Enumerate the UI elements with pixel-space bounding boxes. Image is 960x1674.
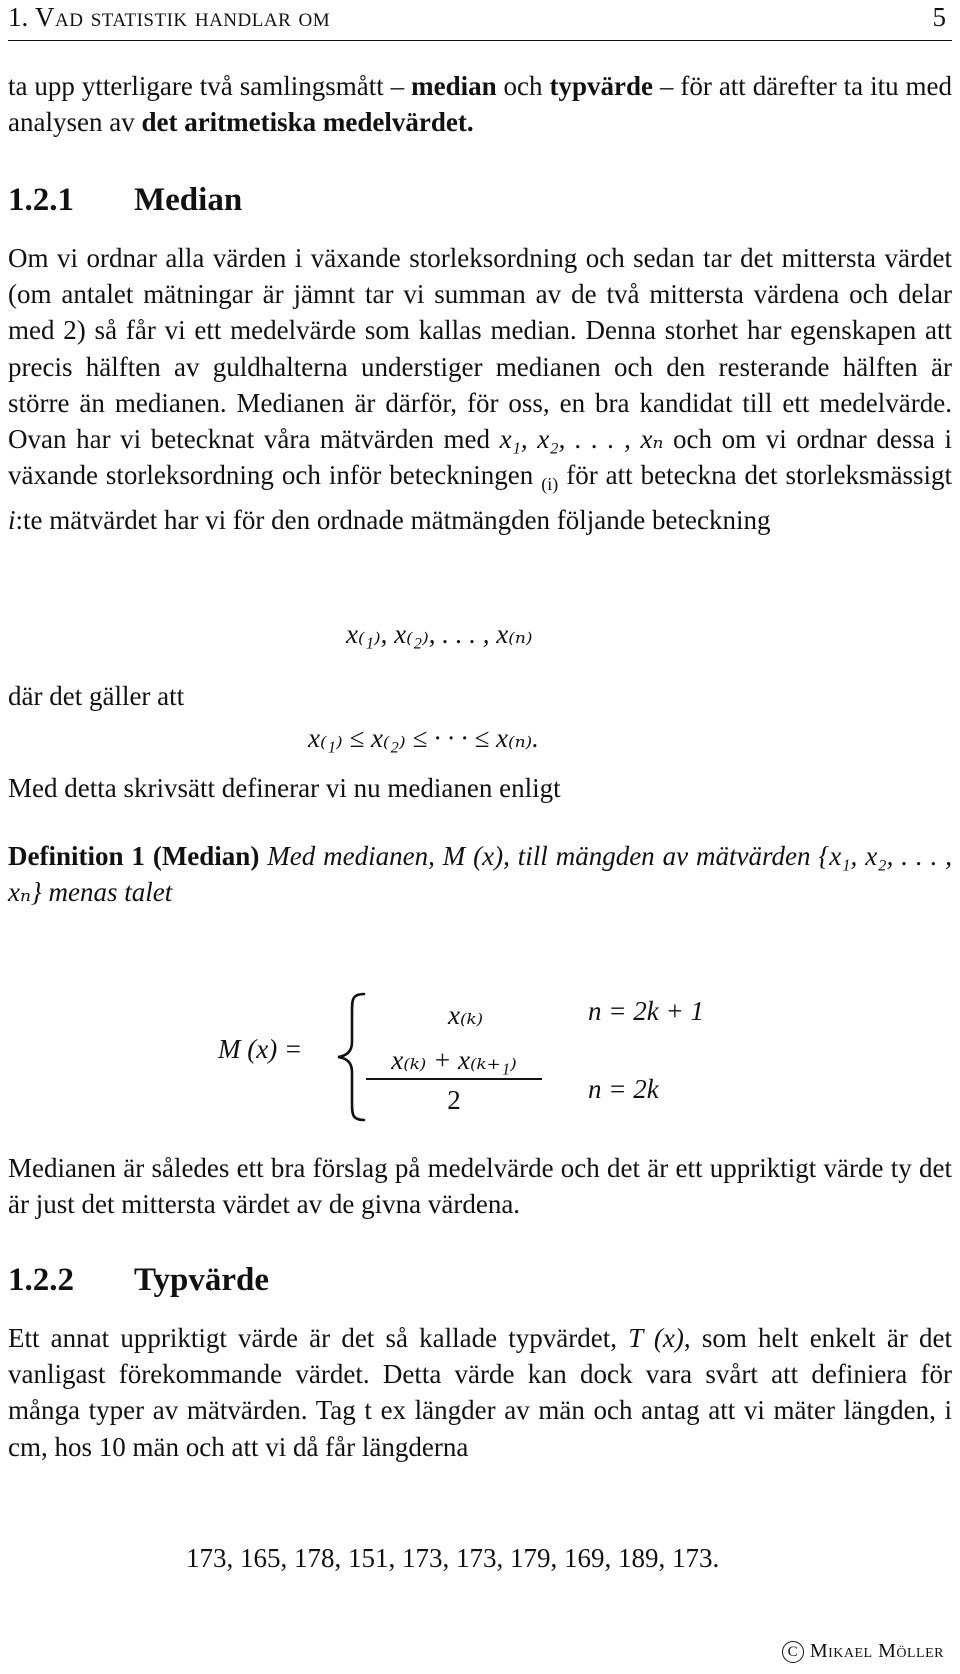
- measurement-sequence: x₁, x₂, . . . , xₙ: [499, 424, 664, 455]
- running-head: [8, 0, 952, 41]
- definition-set: {x₁, x₂, . . . , xₙ}: [8, 841, 952, 907]
- definition-median: Definition 1 (Median) Med medianen, M (x), till mängden av mätvärden {x₁, x₂, . . . , xₙ} menas talet: [8, 841, 952, 907]
- fraction-denominator: 2: [447, 1084, 461, 1115]
- section-heading-median: [8, 180, 242, 220]
- ordered-sequence-display: x₍₁₎, x₍₂₎, . . . , x₍ₙ₎: [346, 619, 533, 649]
- intro-paragraph: ta upp ytterligare två samlingsmått – median och typvärde – för att därefter ta itu med analysen av det aritmetiska medelvärdet.: [8, 71, 953, 138]
- formula-case-odd: x₍ₖ₎: [448, 1000, 484, 1030]
- chapter-number: 1.: [8, 2, 29, 32]
- chapter-title: Vad statistik handlar om: [35, 2, 331, 32]
- fraction-bar: [366, 1078, 542, 1080]
- copyright-notice: [782, 1640, 944, 1663]
- formula-condition-even: n = 2k: [588, 1074, 659, 1104]
- ordering-inequality-display: x₍₁₎ ≤ x₍₂₎ ≤ · · · ≤ x₍ₙ₎.: [308, 723, 539, 753]
- section-title: Median: [134, 182, 243, 218]
- median-paragraph-2: Med detta skrivsätt definerar vi nu medianen enligt: [8, 773, 561, 803]
- median-paragraph-3: Medianen är således ett bra förslag på medelvärde och det är ett uppriktigt värde ty det är just det mittersta värdet av de givna värdena.: [8, 1153, 952, 1220]
- median-paragraph-1: Om vi ordnar alla värden i växande storleksordning och sedan tar det mittersta värdet (om antalet mätningar är jämnt tar vi summan av de två mittersta värdena och delar med 2) så får vi ett medelvärde som kallas median. Denna storhet har egenskapen att precis hälften av guldhalterna understiger medianen och den resterande hälften är större än medianen. Medianen är därför, för oss, en bra kandidat till ett medelvärde. Ovan har vi betecknat våra mätvärden med x₁, x₂, . . . , xₙ och om vi ordnar dessa i växande storleksordning och inför beteckningen $_{(i)}$ för att beteckna det storleksmässigt i:te mätvärdet har vi för den ordnade mätmängden följande beteckning: [8, 243, 953, 536]
- formula-case-even: [366, 1044, 542, 1116]
- term-median: median: [411, 71, 497, 101]
- formula-lhs: M (x) =: [218, 1034, 303, 1064]
- section-title: Typvärde: [134, 1262, 270, 1298]
- order-notation: (i): [541, 474, 559, 495]
- section-heading-typvarde: [8, 1260, 269, 1300]
- term-aritmetiska: det aritmetiska medelvärdet.: [141, 107, 474, 138]
- formula-condition-odd: n = 2k + 1: [588, 996, 704, 1026]
- author-name: Mikael Möller: [809, 1640, 944, 1662]
- typvarde-paragraph: Ett annat uppriktigt värde är det så kallade typvärdet, T (x), som helt enkelt är det vanligast förekommande värdet. Detta värde kan dock vara svårt att definiera för många typer av mätvärden. Tag t ex längder av män och antag att vi mäter längden, i cm, hos 10 män och att vi då får längderna: [8, 1323, 952, 1462]
- fraction-numerator: x₍ₖ₎ + x₍ₖ₊₁₎: [391, 1045, 517, 1075]
- median-formula: [218, 996, 778, 1116]
- where-text: där det gäller att: [8, 681, 185, 711]
- running-head-title: [8, 0, 330, 34]
- left-brace-icon: [334, 990, 370, 1124]
- typvarde-symbol: T (x): [628, 1323, 684, 1353]
- document-page: [8, 0, 952, 1674]
- definition-title: Definition 1 (Median): [8, 841, 260, 871]
- copyright-icon: C: [782, 1641, 804, 1663]
- length-data-list: 173, 165, 178, 151, 173, 173, 179, 169, 189, 173.: [186, 1543, 720, 1573]
- page-number: 5: [932, 2, 946, 32]
- section-number: 1.2.1: [8, 182, 74, 218]
- section-number: 1.2.2: [8, 1262, 74, 1298]
- term-typvarde: typvärde: [549, 71, 653, 101]
